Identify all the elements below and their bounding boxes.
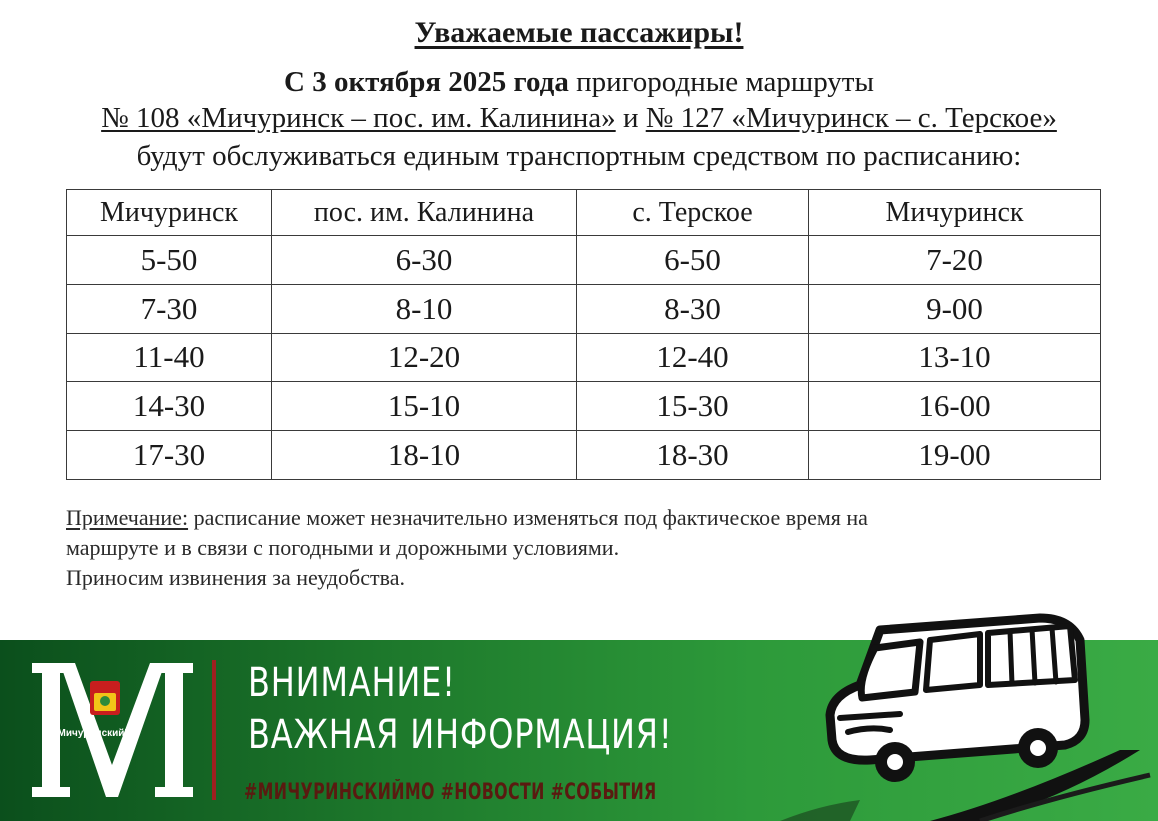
note-text: расписание может незначительно изменяться под фактическое время на	[188, 505, 868, 530]
time-cell: 6-50	[577, 236, 809, 285]
note-line	[66, 503, 1106, 533]
table-row	[67, 236, 1101, 285]
time-cell: 13-10	[809, 333, 1101, 382]
banner-hashtags: #МИЧУРИНСКИЙМО #НОВОСТИ #СОБЫТИЯ	[244, 780, 657, 805]
time-cell: 7-30	[67, 284, 272, 333]
intro-routes-text: пригородные маршруты	[568, 66, 874, 98]
table-row	[67, 431, 1101, 480]
time-cell: 8-10	[272, 284, 577, 333]
banner-divider	[212, 660, 216, 800]
banner-attention: ВНИМАНИЕ!	[248, 660, 456, 706]
time-cell: 9-00	[809, 284, 1101, 333]
column-header: Мичуринск	[809, 190, 1101, 236]
time-cell: 16-00	[809, 382, 1101, 431]
time-cell: 19-00	[809, 431, 1101, 480]
logo-hashtag: #МичуринскийМО	[52, 728, 141, 739]
time-cell: 11-40	[67, 333, 272, 382]
intro-line-date	[0, 66, 1158, 99]
route-127: № 127 «Мичуринск – с. Терское»	[645, 102, 1057, 134]
table-row	[67, 333, 1101, 382]
time-cell: 14-30	[67, 382, 272, 431]
notice-title: Уважаемые пассажиры!	[414, 16, 744, 49]
route-108: № 108 «Мичуринск – пос. им. Калинина»	[101, 102, 616, 134]
time-cell: 12-20	[272, 333, 577, 382]
time-cell: 17-30	[67, 431, 272, 480]
schedule-note	[66, 503, 1106, 593]
note-label: Примечание:	[66, 505, 189, 530]
time-cell: 8-30	[577, 284, 809, 333]
time-cell: 12-40	[577, 333, 809, 382]
table-row	[67, 382, 1101, 431]
table-row	[67, 284, 1101, 333]
column-header: с. Терское	[577, 190, 809, 236]
route-conjunction: и	[615, 102, 646, 134]
note-apology: Приносим извинения за неудобства.	[66, 565, 405, 590]
time-cell: 6-30	[272, 236, 577, 285]
time-cell: 15-10	[272, 382, 577, 431]
column-header: пос. им. Калинина	[272, 190, 577, 236]
effective-date: С 3 октября 2025 года	[284, 66, 569, 98]
note-line: маршруте и в связи с погодными и дорожными условиями.	[66, 535, 620, 560]
intro-line-schedule: будут обслуживаться единым транспортным средством по расписанию:	[136, 140, 1022, 172]
time-cell: 5-50	[67, 236, 272, 285]
banner-important-info: ВАЖНАЯ ИНФОРМАЦИЯ!	[248, 712, 673, 758]
column-header: Мичуринск	[67, 190, 272, 236]
minibus-icon	[780, 600, 1158, 821]
intro-line-routes	[0, 102, 1158, 135]
schedule-table	[66, 189, 1101, 480]
time-cell: 15-30	[577, 382, 809, 431]
time-cell: 18-30	[577, 431, 809, 480]
time-cell: 18-10	[272, 431, 577, 480]
time-cell: 7-20	[809, 236, 1101, 285]
table-header-row	[67, 190, 1101, 236]
